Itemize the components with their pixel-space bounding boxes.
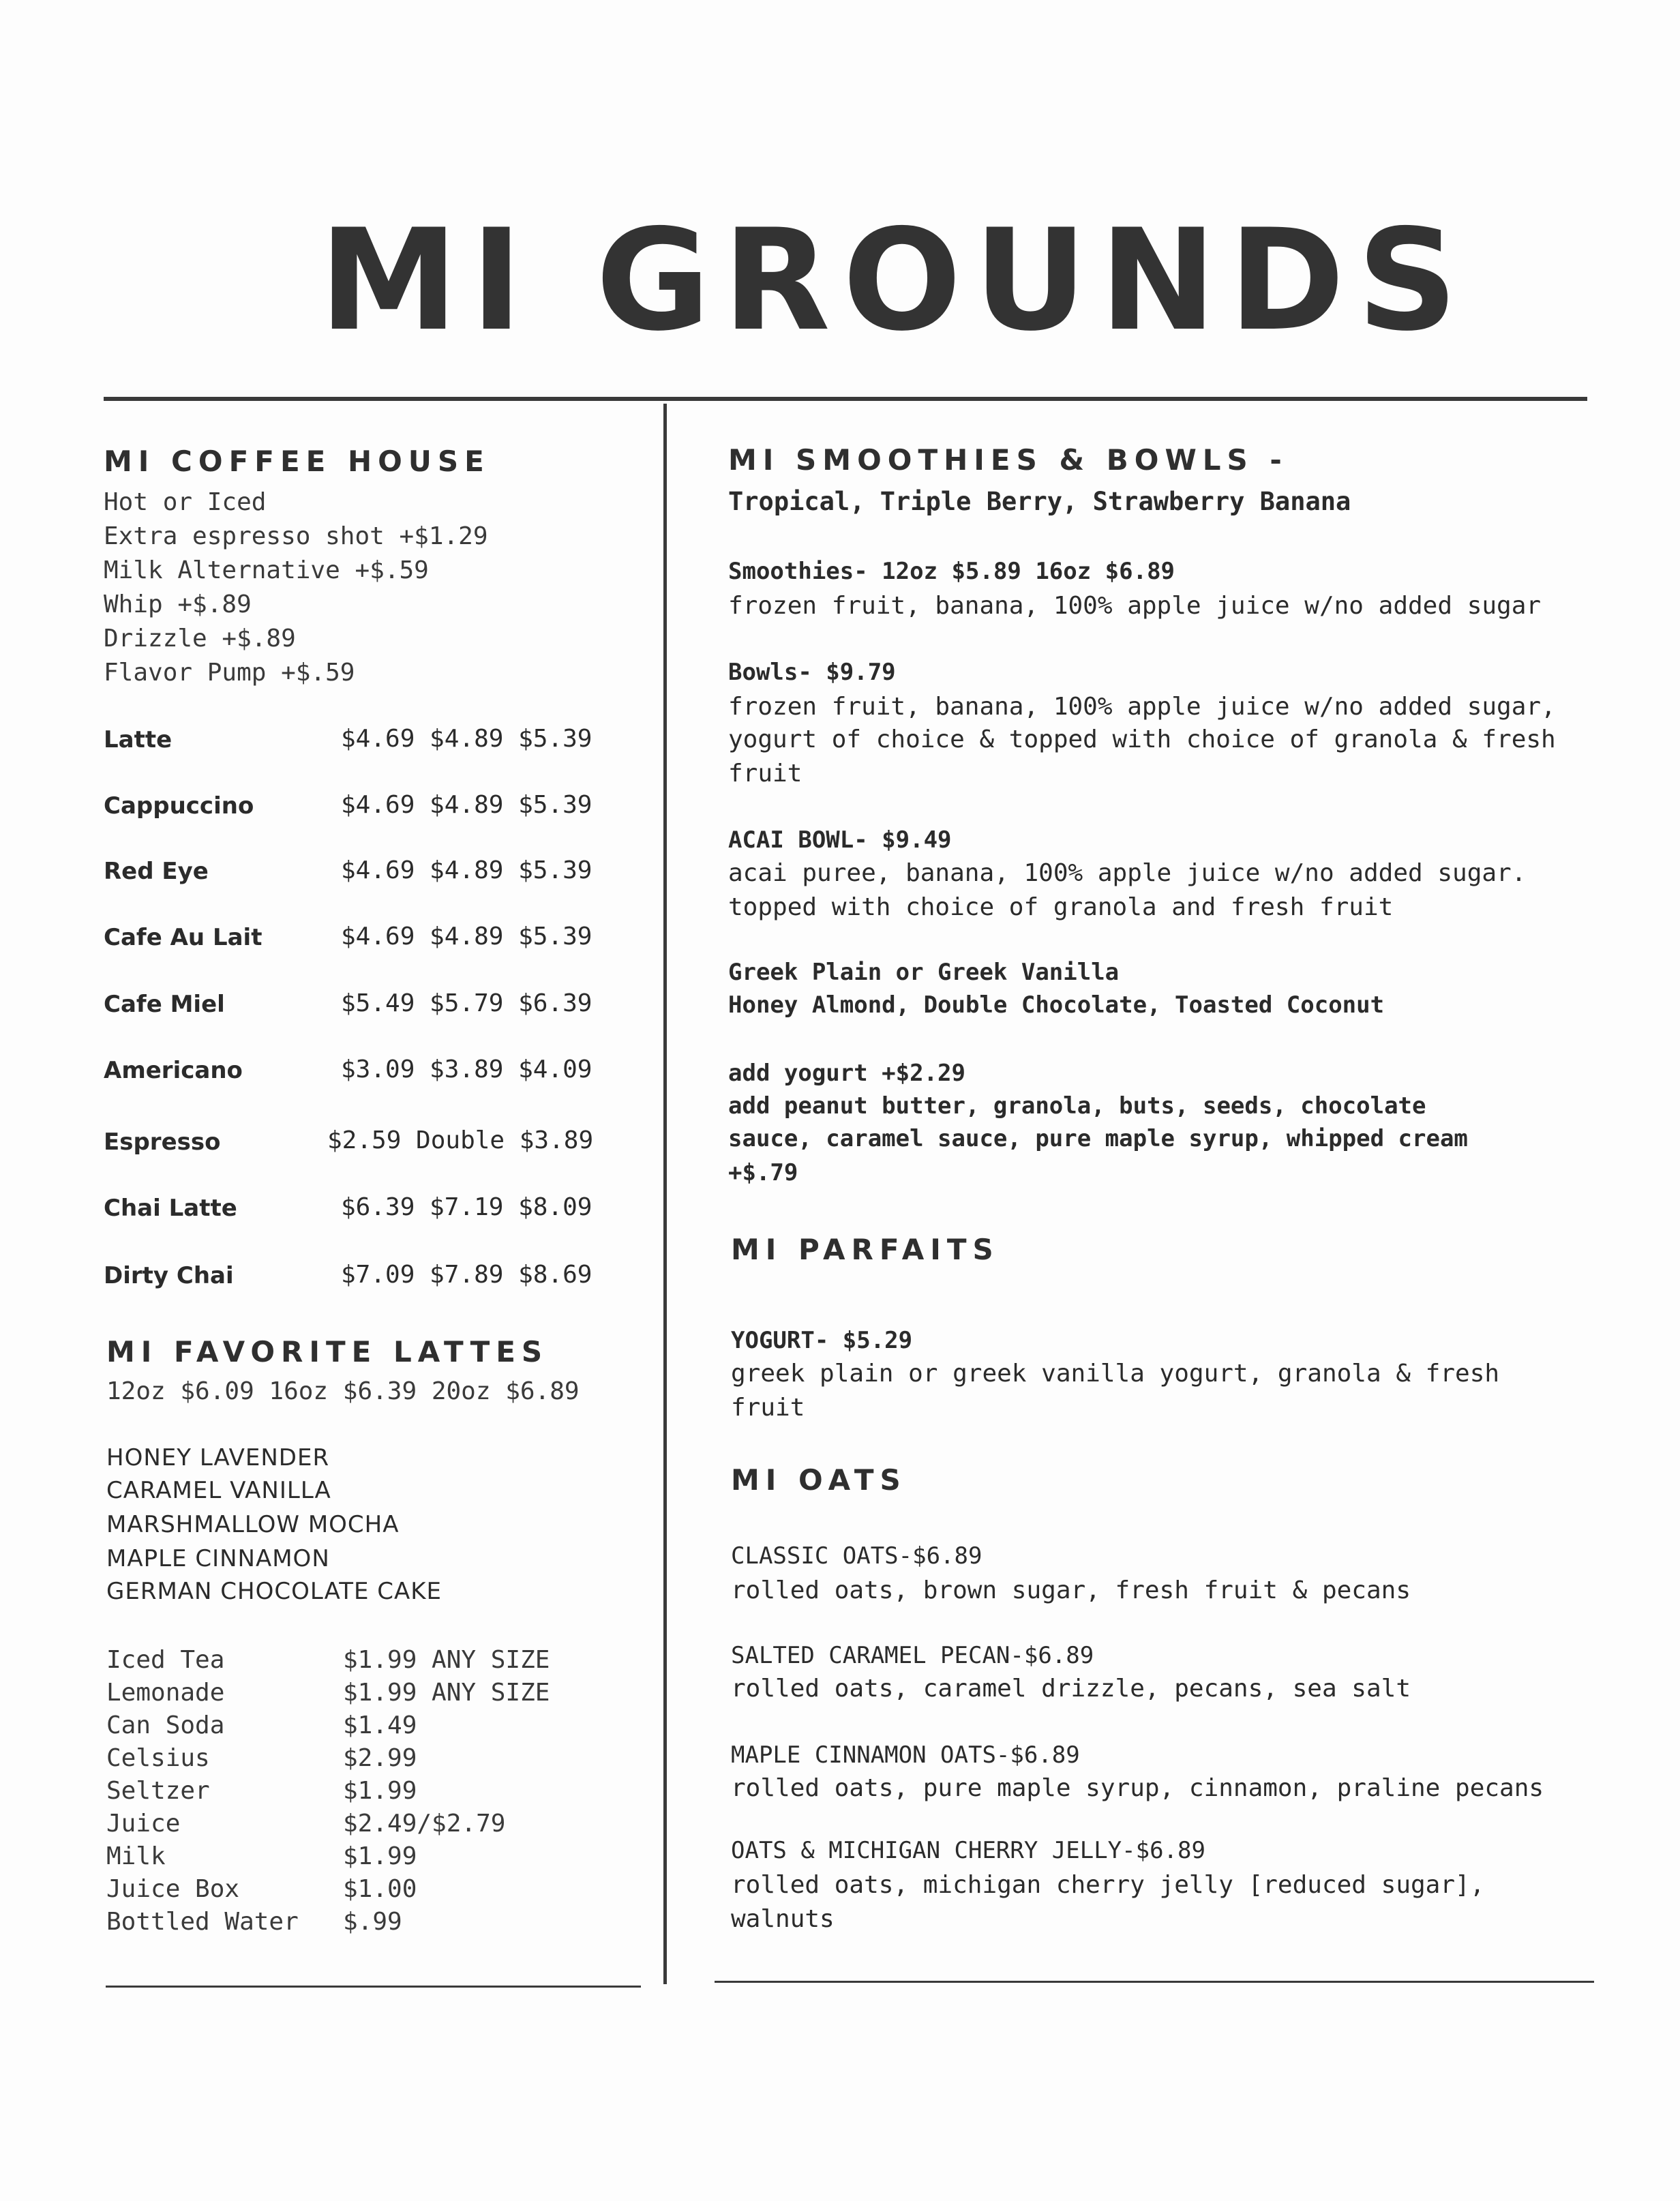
parfait-desc: greek plain or greek vanilla yogurt, granola & fresh bbox=[731, 1360, 1500, 1388]
item-prices: $4.69 $4.89 $5.39 bbox=[341, 856, 592, 884]
drink-price: $1.99 bbox=[343, 1842, 417, 1870]
item-prices: $7.09 $7.89 $8.69 bbox=[341, 1261, 592, 1289]
item-name: Red Eye bbox=[104, 858, 209, 885]
drink-name: Can Soda bbox=[106, 1711, 225, 1739]
item-prices: $6.39 $7.19 $8.09 bbox=[341, 1193, 592, 1221]
item-name: Dirty Chai bbox=[104, 1262, 234, 1289]
item-name: Cappuccino bbox=[104, 792, 254, 820]
note: Flavor Pump +$.59 bbox=[104, 659, 355, 687]
oats-title: CLASSIC OATS-$6.89 bbox=[731, 1542, 982, 1570]
bowls-title: Bowls- $9.79 bbox=[728, 659, 896, 686]
item-name: Chai Latte bbox=[104, 1195, 237, 1222]
drink-price: $1.99 bbox=[343, 1777, 417, 1805]
oats-title: MAPLE CINNAMON OATS-$6.89 bbox=[731, 1741, 1080, 1769]
oats-heading: MI OATS bbox=[731, 1463, 907, 1497]
latte-sizes: 12oz $6.09 16oz $6.39 20oz $6.89 bbox=[106, 1377, 580, 1405]
item-name: Cafe Miel bbox=[104, 991, 225, 1018]
yogurt-options: Greek Plain or Greek Vanilla bbox=[728, 959, 1120, 986]
acai-title: ACAI BOWL- $9.49 bbox=[728, 826, 952, 854]
acai-desc: topped with choice of granola and fresh fruit bbox=[728, 893, 1394, 921]
drink-name: Juice Box bbox=[106, 1875, 240, 1903]
item-prices: $4.69 $4.89 $5.39 bbox=[341, 725, 592, 753]
parfait-title: YOGURT- $5.29 bbox=[731, 1327, 913, 1354]
bowls-desc: fruit bbox=[728, 760, 802, 788]
bowls-desc: frozen fruit, banana, 100% apple juice w/no added sugar, bbox=[728, 693, 1556, 721]
drink-name: Lemonade bbox=[106, 1679, 225, 1707]
drink-name: Seltzer bbox=[106, 1777, 210, 1805]
oats-title: OATS & MICHIGAN CHERRY JELLY-$6.89 bbox=[731, 1837, 1205, 1864]
addon: sauce, caramel sauce, pure maple syrup, whipped cream bbox=[728, 1125, 1468, 1152]
drink-name: Milk bbox=[106, 1842, 166, 1870]
oats-desc: rolled oats, caramel drizzle, pecans, sea salt bbox=[731, 1675, 1411, 1703]
addon: +$.79 bbox=[728, 1159, 798, 1186]
bowls-desc: yogurt of choice & topped with choice of granola & fresh bbox=[728, 725, 1556, 753]
latte-flavor: HONEY LAVENDER bbox=[106, 1444, 330, 1471]
yogurt-options: Honey Almond, Double Chocolate, Toasted Coconut bbox=[728, 991, 1385, 1019]
addon: add peanut butter, granola, buts, seeds, chocolate bbox=[728, 1092, 1426, 1120]
top-divider bbox=[104, 397, 1587, 401]
drink-price: $1.99 ANY SIZE bbox=[343, 1679, 550, 1707]
note: Extra espresso shot +$1.29 bbox=[104, 522, 488, 550]
drink-price: $.99 bbox=[343, 1908, 402, 1936]
drink-price: $1.00 bbox=[343, 1875, 417, 1903]
page-title: MI GROUNDS bbox=[319, 200, 1470, 362]
oats-desc: rolled oats, pure maple syrup, cinnamon, praline pecans bbox=[731, 1774, 1544, 1802]
latte-flavor: MARSHMALLOW MOCHA bbox=[106, 1511, 400, 1538]
oats-desc: walnuts bbox=[731, 1905, 835, 1933]
item-prices: $5.49 $5.79 $6.39 bbox=[341, 989, 592, 1017]
note: Hot or Iced bbox=[104, 488, 267, 516]
item-prices: $2.59 Double $3.89 bbox=[327, 1126, 594, 1154]
bottom-divider-right bbox=[715, 1981, 1594, 1983]
drink-name: Iced Tea bbox=[106, 1646, 225, 1674]
favorite-lattes-heading: MI FAVORITE LATTES bbox=[106, 1335, 549, 1368]
latte-flavor: GERMAN CHOCOLATE CAKE bbox=[106, 1578, 442, 1605]
drink-price: $1.49 bbox=[343, 1711, 417, 1739]
item-prices: $3.09 $3.89 $4.09 bbox=[341, 1055, 592, 1083]
oats-desc: rolled oats, brown sugar, fresh fruit & pecans bbox=[731, 1576, 1411, 1604]
smoothie-flavors: Tropical, Triple Berry, Strawberry Banana bbox=[728, 487, 1351, 516]
item-name: Americano bbox=[104, 1057, 243, 1084]
item-prices: $4.69 $4.89 $5.39 bbox=[341, 791, 592, 819]
drink-name: Bottled Water bbox=[106, 1908, 299, 1936]
acai-desc: acai puree, banana, 100% apple juice w/no added sugar. bbox=[728, 859, 1527, 887]
drink-price: $2.99 bbox=[343, 1744, 417, 1772]
drink-price: $1.99 ANY SIZE bbox=[343, 1646, 550, 1674]
drink-price: $2.49/$2.79 bbox=[343, 1810, 506, 1838]
bottom-divider-left bbox=[106, 1986, 641, 1988]
smoothie-desc: frozen fruit, banana, 100% apple juice w/no added sugar bbox=[728, 592, 1542, 620]
oats-title: SALTED CARAMEL PECAN-$6.89 bbox=[731, 1642, 1094, 1669]
drink-name: Celsius bbox=[106, 1744, 210, 1772]
smoothie-title: Smoothies- 12oz $5.89 16oz $6.89 bbox=[728, 558, 1175, 585]
item-name: Latte bbox=[104, 726, 172, 753]
parfait-desc: fruit bbox=[731, 1394, 805, 1422]
note: Drizzle +$.89 bbox=[104, 625, 296, 653]
item-name: Espresso bbox=[104, 1128, 221, 1156]
note: Milk Alternative +$.59 bbox=[104, 556, 429, 584]
addon: add yogurt +$2.29 bbox=[728, 1060, 965, 1087]
note: Whip +$.89 bbox=[104, 590, 252, 618]
smoothies-heading: MI SMOOTHIES & BOWLS - bbox=[728, 443, 1288, 477]
latte-flavor: CARAMEL VANILLA bbox=[106, 1477, 331, 1504]
column-divider bbox=[663, 404, 667, 1984]
drink-name: Juice bbox=[106, 1810, 181, 1838]
item-name: Cafe Au Lait bbox=[104, 924, 262, 951]
item-prices: $4.69 $4.89 $5.39 bbox=[341, 923, 592, 950]
parfaits-heading: MI PARFAITS bbox=[731, 1233, 1000, 1266]
latte-flavor: MAPLE CINNAMON bbox=[106, 1545, 330, 1572]
coffee-house-heading: MI COFFEE HOUSE bbox=[104, 445, 490, 478]
oats-desc: rolled oats, michigan cherry jelly [reduced sugar], bbox=[731, 1871, 1485, 1899]
